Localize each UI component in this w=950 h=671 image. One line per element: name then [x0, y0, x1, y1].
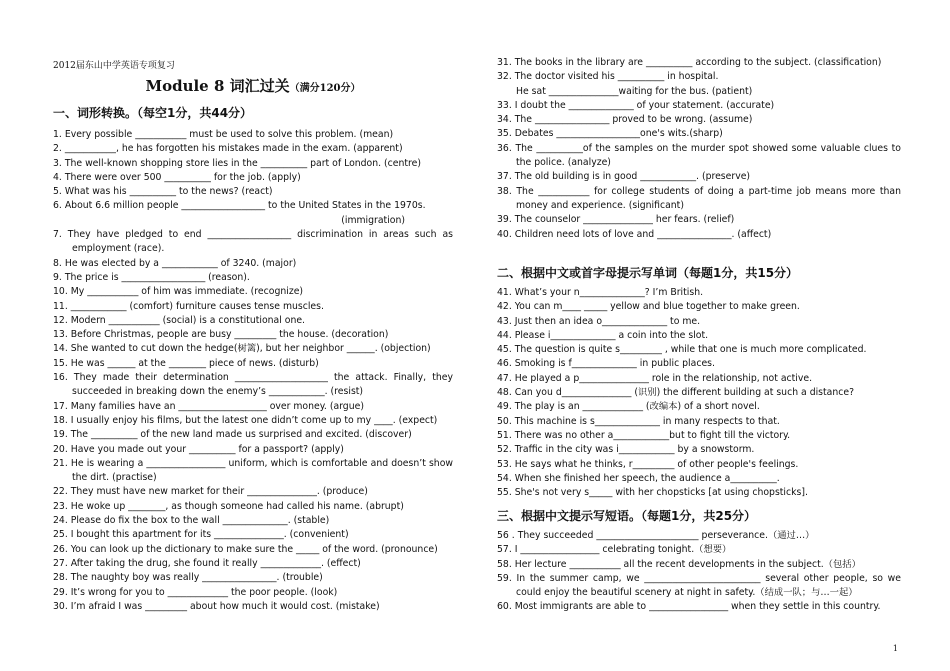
list-item: 10. My ___________ of him was immediate. (recognize): [53, 286, 304, 298]
list-item: 17. Many families have an ___________________ over money. (argue): [53, 400, 364, 412]
list-item: 19. The __________ of the new land made us surprised and excited. (discover): [53, 429, 412, 441]
list-item: 57. I _________________ celebrating tonight.（想要）: [497, 544, 732, 556]
list-item: 3. The well-known shopping store lies in the __________ part of London. (centre): [53, 157, 422, 169]
list-item: 42. You can m____ _____ yellow and blue together to make green.: [497, 301, 800, 313]
list-item: 23. He woke up ________, as though someone had called his name. (abrupt): [53, 500, 404, 512]
list-item: 26. You can look up the dictionary to make sure the _____ of the word. (pronounce): [53, 543, 438, 555]
section-1-heading: 一、词形转换。（每空1分，共44分）: [53, 106, 253, 120]
list-item: 39. The counselor _______________ her fears. (relief): [497, 214, 735, 226]
section-1-list-right: [497, 56, 901, 242]
list-item: 15. He was ______ at the ________ piece of news. (disturb): [53, 357, 319, 369]
header-note: 2012届东山中学英语专项复习: [53, 61, 175, 71]
title-main: Module 8 词汇过关: [145, 77, 290, 95]
list-item: 28. The naughty boy was really ________________. (trouble): [53, 572, 323, 584]
list-item: 51. There was no other a____________but to fight till the victory.: [497, 429, 791, 441]
list-item: 33. I doubt the ______________ of your statement. (accurate): [497, 99, 775, 111]
list-item: 24. Please do fix the box to the wall ______________. (stable): [53, 515, 330, 527]
list-item: 27. After taking the drug, she found it really _____________. (effect): [53, 557, 361, 569]
list-item: 60. Most immigrants are able to _________________ when they settle in this country.: [497, 601, 881, 613]
list-item: 44. Please i______________ a coin into the slot.: [497, 329, 709, 341]
list-item: 14. She wanted to cut down the hedge(树篱), but her neighbor ______. (objection): [53, 343, 431, 355]
list-item: 16. They made their determination ____________________ the attack. Finally, they succeeded in breaking down the enemy’s ____________. (resist): [53, 372, 453, 398]
list-item: 4. There were over 500 __________ for the job. (apply): [53, 171, 301, 183]
list-item: 30. I’m afraid I was _________ about how much it would cost. (mistake): [53, 600, 380, 612]
title-score: （满分120分）: [289, 83, 361, 94]
section-3-list: [497, 529, 901, 615]
list-item-note: (immigration): [341, 214, 405, 226]
list-item: 56 . They succeeded ______________________ perseverance.（通过…）: [497, 530, 815, 541]
list-item: 45. The question is quite s_________ , while that one is much more complicated.: [497, 344, 867, 356]
list-item: 50. This machine is s______________ in many respects to that.: [497, 415, 780, 427]
list-item: 1. Every possible ___________ must be used to solve this problem. (mean): [53, 129, 394, 140]
list-item: 6. About 6.6 million people __________________ to the United States in the 1970s.: [53, 200, 426, 212]
list-item: 53. He says what he thinks, r_________ of other people's feelings.: [497, 458, 799, 470]
list-item: 22. They must have new market for their _______________. (produce): [53, 486, 368, 498]
list-item: 35. Debates __________________one's wits.(sharp): [497, 128, 723, 140]
page-number: 1: [892, 644, 898, 653]
list-item: 38. The ___________ for college students of doing a part-time job means more than money and experience. (significant): [497, 185, 901, 211]
list-item: 21. He is wearing a _________________ uniform, which is comfortable and doesn’t show the dirt. (practise): [53, 457, 453, 484]
list-item: 58. Her lecture ___________ all the recent developments in the subject.（包括）: [497, 558, 861, 570]
list-item: 32. The doctor visited his __________ in hospital.: [497, 71, 719, 83]
list-item: 59. In the summer camp, we _________________________ several other people, so we could enjoy the beautiful scenery at night in safety.（结成一队；与…一起）: [497, 572, 901, 599]
list-item: 25. I bought this apartment for its _______________. (convenient): [53, 529, 349, 541]
list-item: 7. They have pledged to end __________________ discrimination in areas such as employment (race).: [53, 229, 453, 255]
section-3-heading: 三、根据中文提示写短语。（每题1分，共25分）: [497, 509, 757, 523]
list-item: 52. Traffic in the city was i____________ by a snowstorm.: [497, 444, 755, 456]
section-1-list-left: [53, 128, 453, 614]
list-item: 49. The play is an _____________ (改编本) of a short novel.: [497, 401, 760, 413]
list-item: 12. Modern ___________ (social) is a constitutional one.: [53, 314, 306, 326]
list-item: 55. She's not very s_____ with her chopsticks [at using chopsticks].: [497, 487, 808, 499]
list-item: 47. He played a p_______________ role in the relationship, not active.: [497, 372, 813, 384]
list-item: 18. I usually enjoy his films, but the latest one didn’t come up to my ____. (expect): [53, 414, 438, 426]
list-item: 20. Have you made out your __________ for a passport? (apply): [53, 443, 344, 455]
list-item: 34. The ________________ proved to be wrong. (assume): [497, 114, 753, 126]
list-item: 36. The __________of the samples on the murder spot showed some valuable clues to the police. (analyze): [497, 142, 901, 169]
list-item: 2. ___________, he has forgotten his mistakes made in the exam. (apparent): [53, 143, 403, 155]
list-item: 43. Just then an idea o______________ to me.: [497, 315, 701, 327]
page-title: [53, 75, 453, 96]
list-item: 9. The price is __________________ (reason).: [53, 271, 250, 283]
list-item: 46. Smoking is f______________ in public places.: [497, 358, 715, 370]
list-item: 48. Can you d_______________ (识别) the different building at such a distance?: [497, 387, 855, 399]
list-item: 41. What’s your n______________? I’m British.: [497, 287, 704, 298]
list-item: 29. It’s wrong for you to _____________ the poor people. (look): [53, 586, 338, 598]
section-2-heading: 二、根据中文或首字母提示写单词（每题1分，共15分）: [497, 266, 799, 280]
list-item: 13. Before Christmas, people are busy _________ the house. (decoration): [53, 329, 389, 341]
list-item: 54. When she finished her speech, the audience a__________.: [497, 472, 780, 484]
list-item-continued: He sat _______________waiting for the bus. (patient): [516, 85, 753, 97]
list-item: 8. He was elected by a ____________ of 3240. (major): [53, 257, 297, 269]
list-item: 40. Children need lots of love and ________________. (affect): [497, 228, 772, 240]
list-item: 37. The old building is in good ____________. (preserve): [497, 171, 751, 183]
list-item: 31. The books in the library are __________ according to the subject. (classification): [497, 57, 882, 68]
list-item: 11. ____________ (comfort) furniture causes tense muscles.: [53, 300, 324, 312]
section-2-list: [497, 286, 901, 500]
list-item: 5. What was his __________ to the news? (react): [53, 186, 273, 198]
